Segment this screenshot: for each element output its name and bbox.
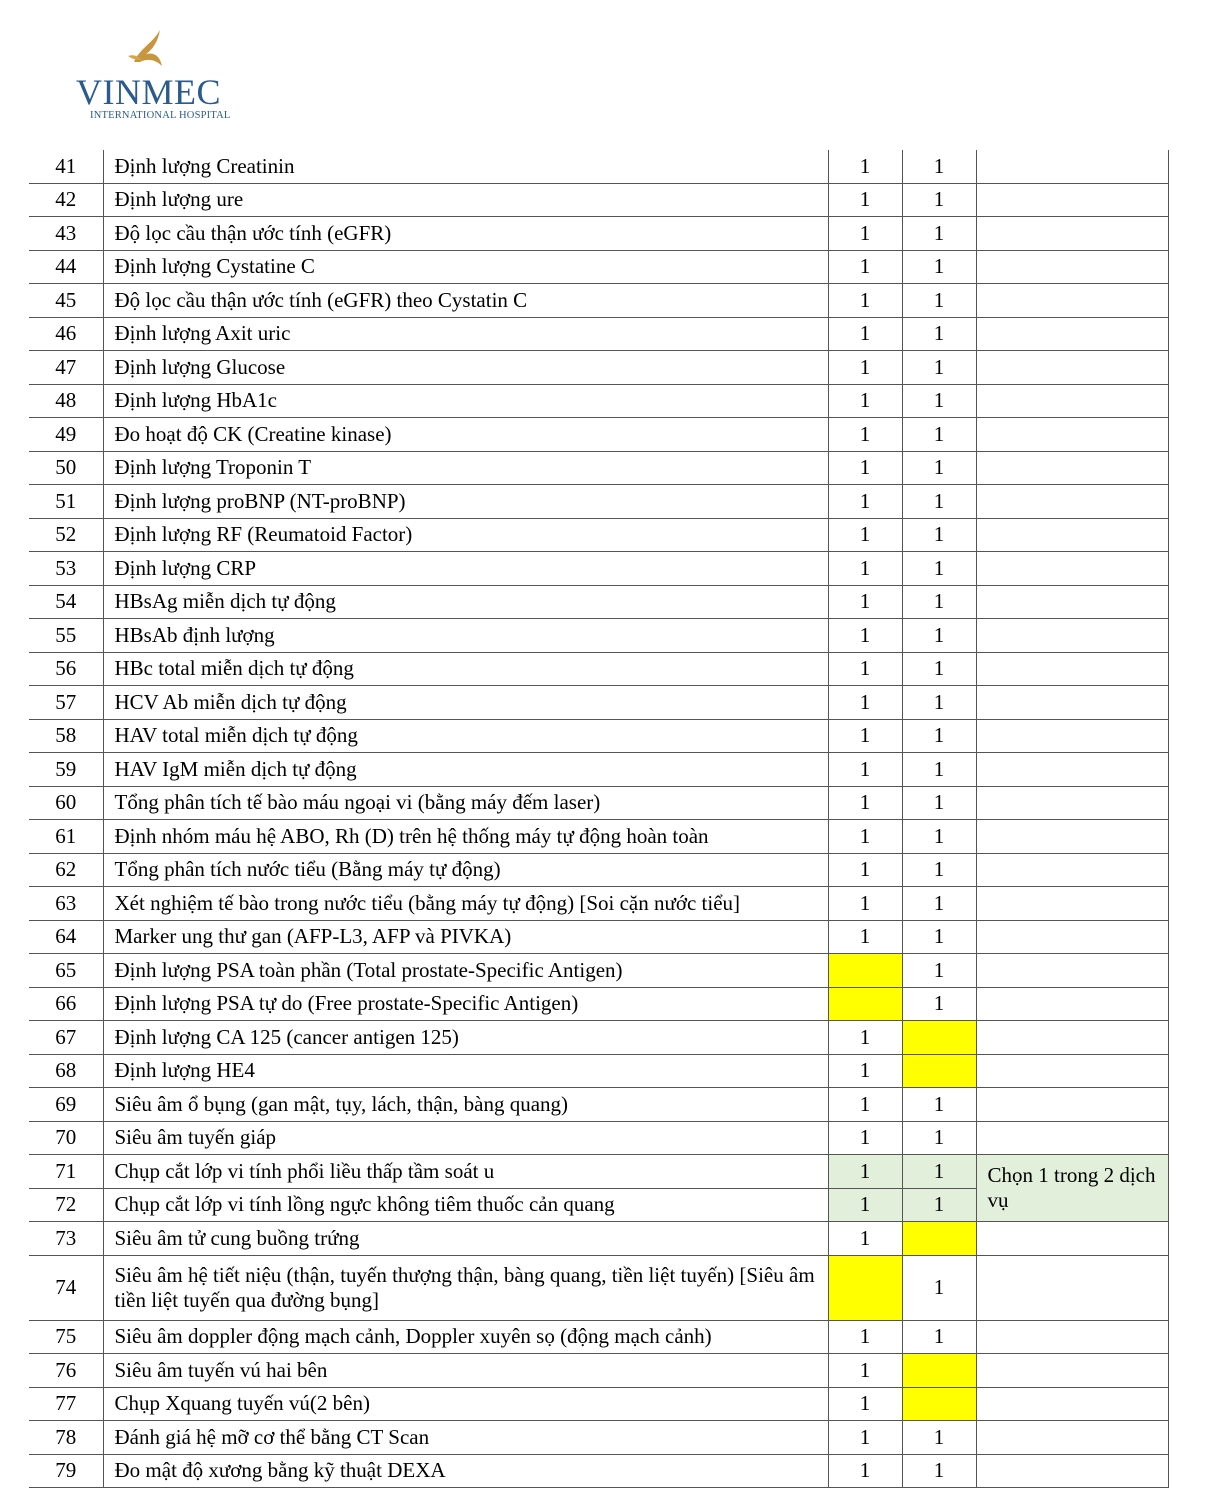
quantity-cell-a: 1 [828, 753, 902, 787]
table-row [29, 1320, 1168, 1354]
note-cell [976, 652, 1168, 686]
logo-brand: VINMEC [76, 72, 221, 112]
note-cell [976, 987, 1168, 1021]
table-row [29, 820, 1168, 854]
service-name-cell: Định lượng CA 125 (cancer antigen 125) [103, 1021, 828, 1055]
quantity-cell-b: 1 [902, 820, 976, 854]
quantity-cell-b: 1 [902, 1088, 976, 1122]
table-row [29, 585, 1168, 619]
table-row [29, 954, 1168, 988]
note-cell [976, 719, 1168, 753]
note-cell [976, 820, 1168, 854]
row-number-cell: 47 [29, 351, 103, 385]
quantity-cell-b [902, 1387, 976, 1421]
note-cell [976, 418, 1168, 452]
table-row [29, 686, 1168, 720]
quantity-cell-a: 1 [828, 485, 902, 519]
note-cell [976, 552, 1168, 586]
row-number-cell: 49 [29, 418, 103, 452]
table-row [29, 217, 1168, 251]
service-name-cell: Chụp Xquang tuyến vú(2 bên) [103, 1387, 828, 1421]
note-cell [976, 1255, 1168, 1320]
quantity-cell-b: 1 [902, 1121, 976, 1155]
quantity-cell-a: 1 [828, 1088, 902, 1122]
quantity-cell-a: 1 [828, 820, 902, 854]
service-name-cell: HCV Ab miễn dịch tự động [103, 686, 828, 720]
quantity-cell-a: 1 [828, 853, 902, 887]
note-cell [976, 250, 1168, 284]
quantity-cell-b: 1 [902, 987, 976, 1021]
quantity-cell-a: 1 [828, 451, 902, 485]
quantity-cell-a: 1 [828, 183, 902, 217]
table-row [29, 753, 1168, 787]
table-row [29, 1454, 1168, 1488]
row-number-cell: 53 [29, 552, 103, 586]
row-number-cell: 55 [29, 619, 103, 653]
row-number-cell: 48 [29, 384, 103, 418]
quantity-cell-b [902, 1354, 976, 1388]
table-row [29, 351, 1168, 385]
table-row [29, 1222, 1168, 1256]
service-name-cell: Siêu âm ổ bụng (gan mật, tụy, lách, thận, bàng quang) [103, 1088, 828, 1122]
row-number-cell: 45 [29, 284, 103, 318]
row-number-cell: 57 [29, 686, 103, 720]
table-row [29, 853, 1168, 887]
quantity-cell-b: 1 [902, 552, 976, 586]
table-row [29, 451, 1168, 485]
service-name-cell: Đo mật độ xương bằng kỹ thuật DEXA [103, 1454, 828, 1488]
table-row [29, 485, 1168, 519]
quantity-cell-a: 1 [828, 217, 902, 251]
service-name-cell: HAV IgM miễn dịch tự động [103, 753, 828, 787]
service-name-cell: Định lượng Troponin T [103, 451, 828, 485]
note-cell [976, 619, 1168, 653]
quantity-cell-a: 1 [828, 418, 902, 452]
quantity-cell-b: 1 [902, 150, 976, 183]
row-number-cell: 59 [29, 753, 103, 787]
quantity-cell-a: 1 [828, 719, 902, 753]
quantity-cell-a [828, 987, 902, 1021]
quantity-cell-a: 1 [828, 1054, 902, 1088]
quantity-cell-b: 1 [902, 1188, 976, 1222]
service-name-cell: Marker ung thư gan (AFP-L3, AFP và PIVKA) [103, 920, 828, 954]
note-cell [976, 786, 1168, 820]
quantity-cell-b: 1 [902, 384, 976, 418]
quantity-cell-a: 1 [828, 1354, 902, 1388]
service-name-cell: Siêu âm tuyến vú hai bên [103, 1354, 828, 1388]
service-table [29, 150, 1169, 1488]
logo-subtitle: INTERNATIONAL HOSPITAL [90, 110, 231, 121]
service-name-cell: Tổng phân tích tế bào máu ngoại vi (bằng máy đếm laser) [103, 786, 828, 820]
table-row [29, 250, 1168, 284]
quantity-cell-b [902, 1021, 976, 1055]
quantity-cell-a [828, 1255, 902, 1320]
quantity-cell-a: 1 [828, 317, 902, 351]
table-row [29, 384, 1168, 418]
table-row [29, 1155, 1168, 1189]
note-cell [976, 1387, 1168, 1421]
note-cell [976, 585, 1168, 619]
row-number-cell: 72 [29, 1188, 103, 1222]
table-row [29, 518, 1168, 552]
service-name-cell: Định lượng HbA1c [103, 384, 828, 418]
quantity-cell-a: 1 [828, 1387, 902, 1421]
service-name-cell: Định lượng ure [103, 183, 828, 217]
quantity-cell-b: 1 [902, 1255, 976, 1320]
note-cell [976, 954, 1168, 988]
quantity-cell-a: 1 [828, 384, 902, 418]
service-name-cell: HBsAb định lượng [103, 619, 828, 653]
note-cell: Chọn 1 trong 2 dịch vụ [976, 1155, 1168, 1222]
row-number-cell: 66 [29, 987, 103, 1021]
note-cell [976, 284, 1168, 318]
row-number-cell: 42 [29, 183, 103, 217]
service-name-cell: Định lượng HE4 [103, 1054, 828, 1088]
quantity-cell-a: 1 [828, 1188, 902, 1222]
note-cell [976, 451, 1168, 485]
table-row [29, 284, 1168, 318]
quantity-cell-a: 1 [828, 351, 902, 385]
note-cell [976, 317, 1168, 351]
service-name-cell: Định lượng Glucose [103, 351, 828, 385]
quantity-cell-b: 1 [902, 619, 976, 653]
table-row [29, 719, 1168, 753]
row-number-cell: 70 [29, 1121, 103, 1155]
service-name-cell: Độ lọc cầu thận ước tính (eGFR) theo Cystatin C [103, 284, 828, 318]
row-number-cell: 73 [29, 1222, 103, 1256]
quantity-cell-a: 1 [828, 619, 902, 653]
quantity-cell-a: 1 [828, 887, 902, 921]
quantity-cell-b: 1 [902, 217, 976, 251]
note-cell [976, 1121, 1168, 1155]
quantity-cell-a: 1 [828, 652, 902, 686]
note-cell [976, 384, 1168, 418]
row-number-cell: 50 [29, 451, 103, 485]
note-cell [976, 1320, 1168, 1354]
note-cell [976, 887, 1168, 921]
quantity-cell-b: 1 [902, 1155, 976, 1189]
service-name-cell: HBsAg miễn dịch tự động [103, 585, 828, 619]
quantity-cell-b: 1 [902, 786, 976, 820]
service-name-cell: Đo hoạt độ CK (Creatine kinase) [103, 418, 828, 452]
service-name-cell: Định lượng PSA tự do (Free prostate-Specific Antigen) [103, 987, 828, 1021]
row-number-cell: 61 [29, 820, 103, 854]
service-name-cell: Định lượng RF (Reumatoid Factor) [103, 518, 828, 552]
quantity-cell-a: 1 [828, 1454, 902, 1488]
table-row [29, 150, 1168, 183]
quantity-cell-b: 1 [902, 954, 976, 988]
service-name-cell: Siêu âm hệ tiết niệu (thận, tuyến thượng thận, bàng quang, tiền liệt tuyến) [Siêu âm tiền liệt tuyến qua đường bụng] [103, 1255, 828, 1320]
row-number-cell: 68 [29, 1054, 103, 1088]
row-number-cell: 62 [29, 853, 103, 887]
note-cell [976, 1354, 1168, 1388]
quantity-cell-a: 1 [828, 250, 902, 284]
row-number-cell: 69 [29, 1088, 103, 1122]
quantity-cell-b: 1 [902, 1320, 976, 1354]
table-row [29, 418, 1168, 452]
row-number-cell: 56 [29, 652, 103, 686]
quantity-cell-a: 1 [828, 585, 902, 619]
bird-logo-icon [126, 26, 170, 72]
quantity-cell-b: 1 [902, 1454, 976, 1488]
row-number-cell: 46 [29, 317, 103, 351]
quantity-cell-b: 1 [902, 183, 976, 217]
service-name-cell: Tổng phân tích nước tiểu (Bằng máy tự động) [103, 853, 828, 887]
note-cell [976, 1454, 1168, 1488]
table-row [29, 183, 1168, 217]
service-name-cell: HBc total miễn dịch tự động [103, 652, 828, 686]
quantity-cell-b: 1 [902, 719, 976, 753]
note-cell [976, 150, 1168, 183]
note-cell [976, 217, 1168, 251]
table-row [29, 1354, 1168, 1388]
quantity-cell-a: 1 [828, 1320, 902, 1354]
quantity-cell-a: 1 [828, 686, 902, 720]
table-row [29, 552, 1168, 586]
service-name-cell: Định lượng Axit uric [103, 317, 828, 351]
table-row [29, 1387, 1168, 1421]
service-name-cell: Siêu âm doppler động mạch cảnh, Doppler xuyên sọ (động mạch cảnh) [103, 1320, 828, 1354]
row-number-cell: 79 [29, 1454, 103, 1488]
quantity-cell-a: 1 [828, 150, 902, 183]
table-row [29, 887, 1168, 921]
row-number-cell: 43 [29, 217, 103, 251]
table-row [29, 1088, 1168, 1122]
table-row [29, 1021, 1168, 1055]
note-cell [976, 1421, 1168, 1455]
quantity-cell-a: 1 [828, 1421, 902, 1455]
table-row [29, 1255, 1168, 1320]
quantity-cell-b: 1 [902, 853, 976, 887]
row-number-cell: 78 [29, 1421, 103, 1455]
quantity-cell-b: 1 [902, 317, 976, 351]
note-cell [976, 1021, 1168, 1055]
quantity-cell-b: 1 [902, 518, 976, 552]
quantity-cell-b: 1 [902, 418, 976, 452]
service-name-cell: HAV total miễn dịch tự động [103, 719, 828, 753]
quantity-cell-b: 1 [902, 351, 976, 385]
row-number-cell: 41 [29, 150, 103, 183]
quantity-cell-a: 1 [828, 1021, 902, 1055]
quantity-cell-b: 1 [902, 485, 976, 519]
quantity-cell-a [828, 954, 902, 988]
row-number-cell: 67 [29, 1021, 103, 1055]
table-row [29, 1121, 1168, 1155]
quantity-cell-b: 1 [902, 887, 976, 921]
quantity-cell-b [902, 1054, 976, 1088]
service-name-cell: Định lượng proBNP (NT-proBNP) [103, 485, 828, 519]
vinmec-logo [76, 26, 246, 126]
note-cell [976, 1054, 1168, 1088]
service-name-cell: Định lượng Creatinin [103, 150, 828, 183]
service-name-cell: Đánh giá hệ mỡ cơ thể bằng CT Scan [103, 1421, 828, 1455]
quantity-cell-a: 1 [828, 284, 902, 318]
quantity-cell-b: 1 [902, 652, 976, 686]
quantity-cell-b: 1 [902, 920, 976, 954]
quantity-cell-b: 1 [902, 585, 976, 619]
note-cell [976, 351, 1168, 385]
quantity-cell-a: 1 [828, 518, 902, 552]
service-name-cell: Chụp cắt lớp vi tính lồng ngực không tiêm thuốc cản quang [103, 1188, 828, 1222]
note-cell [976, 1222, 1168, 1256]
quantity-cell-b [902, 1222, 976, 1256]
row-number-cell: 51 [29, 485, 103, 519]
quantity-cell-b: 1 [902, 753, 976, 787]
row-number-cell: 77 [29, 1387, 103, 1421]
row-number-cell: 64 [29, 920, 103, 954]
row-number-cell: 58 [29, 719, 103, 753]
service-name-cell: Định lượng PSA toàn phần (Total prostate-Specific Antigen) [103, 954, 828, 988]
service-name-cell: Chụp cắt lớp vi tính phổi liều thấp tầm soát u [103, 1155, 828, 1189]
service-name-cell: Định nhóm máu hệ ABO, Rh (D) trên hệ thống máy tự động hoàn toàn [103, 820, 828, 854]
row-number-cell: 63 [29, 887, 103, 921]
note-cell [976, 1088, 1168, 1122]
quantity-cell-a: 1 [828, 1155, 902, 1189]
service-name-cell: Xét nghiệm tế bào trong nước tiểu (bằng máy tự động) [Soi cặn nước tiểu] [103, 887, 828, 921]
table-row [29, 619, 1168, 653]
row-number-cell: 54 [29, 585, 103, 619]
service-name-cell: Độ lọc cầu thận ước tính (eGFR) [103, 217, 828, 251]
note-cell [976, 518, 1168, 552]
row-number-cell: 44 [29, 250, 103, 284]
row-number-cell: 75 [29, 1320, 103, 1354]
note-cell [976, 686, 1168, 720]
note-cell [976, 485, 1168, 519]
note-cell [976, 853, 1168, 887]
table-row [29, 1054, 1168, 1088]
row-number-cell: 65 [29, 954, 103, 988]
quantity-cell-b: 1 [902, 451, 976, 485]
table-row [29, 1421, 1168, 1455]
service-name-cell: Siêu âm tuyến giáp [103, 1121, 828, 1155]
service-name-cell: Siêu âm tử cung buồng trứng [103, 1222, 828, 1256]
row-number-cell: 60 [29, 786, 103, 820]
row-number-cell: 74 [29, 1255, 103, 1320]
quantity-cell-b: 1 [902, 250, 976, 284]
service-name-cell: Định lượng Cystatine C [103, 250, 828, 284]
quantity-cell-a: 1 [828, 552, 902, 586]
service-name-cell: Định lượng CRP [103, 552, 828, 586]
note-cell [976, 753, 1168, 787]
quantity-cell-a: 1 [828, 1121, 902, 1155]
quantity-cell-b: 1 [902, 1421, 976, 1455]
row-number-cell: 71 [29, 1155, 103, 1189]
table-row [29, 786, 1168, 820]
note-cell [976, 183, 1168, 217]
table-row [29, 987, 1168, 1021]
service-table-body [29, 150, 1168, 1488]
row-number-cell: 52 [29, 518, 103, 552]
table-row [29, 652, 1168, 686]
quantity-cell-a: 1 [828, 786, 902, 820]
quantity-cell-b: 1 [902, 686, 976, 720]
note-cell [976, 920, 1168, 954]
quantity-cell-b: 1 [902, 284, 976, 318]
table-row [29, 317, 1168, 351]
quantity-cell-a: 1 [828, 920, 902, 954]
row-number-cell: 76 [29, 1354, 103, 1388]
table-row [29, 920, 1168, 954]
quantity-cell-a: 1 [828, 1222, 902, 1256]
